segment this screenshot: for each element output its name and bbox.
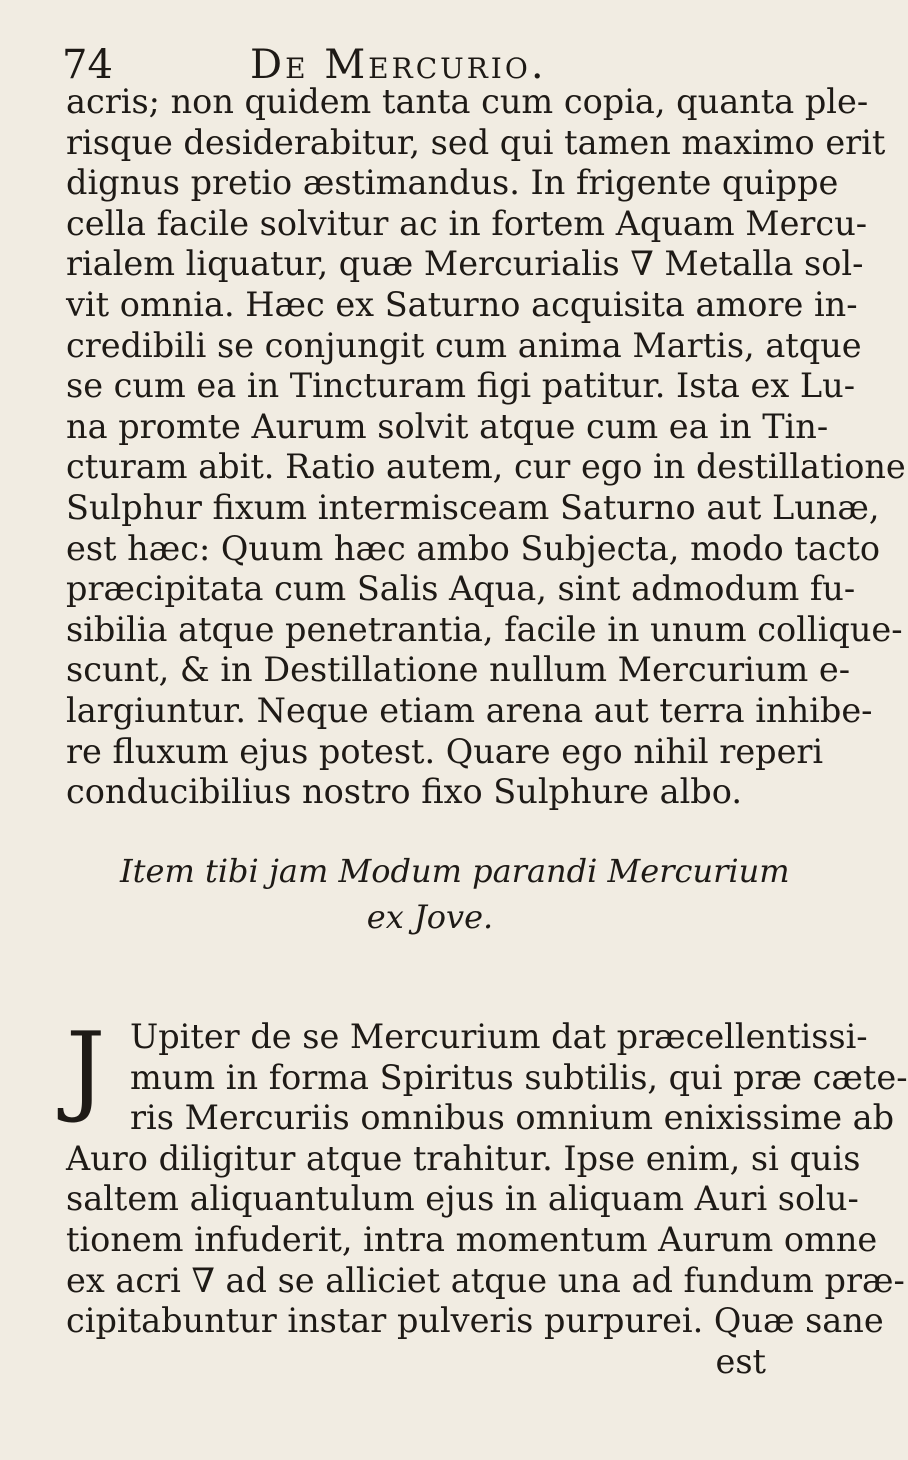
text-line: ex acri ∇ ad se alliciet atque una ad fundum præ- [66,1260,905,1300]
text-line: largiuntur. Neque etiam arena aut terra inhibe- [66,690,873,730]
text-line: Auro diligitur atque trahitur. Ipse enim, si quis [66,1138,861,1178]
text-line: credibili se conjungit cum anima Martis, atque [66,325,862,365]
heading-line: ex Jove. [366,898,494,936]
text-line: ris Mercuriis omnibus omnium enixissime ab [130,1098,895,1138]
heading-line: Item tibi jam Modum parandi Mercurium [120,852,790,890]
text-line: re fluxum ejus potest. Quare ego nihil reperi [66,731,824,771]
text-line: vit omnia. Hæc ex Saturno acquisita amore in- [66,284,858,324]
text-line: cturam abit. Ratio autem, cur ego in destillatione [66,447,906,487]
text-line: conducibilius nostro fixo Sulphure albo. [66,772,742,812]
paragraph-1 [66,82,906,813]
text-line: mum in forma Spiritus subtilis, qui præ cæte- [130,1057,908,1097]
text-line: scunt, & in Destillatione nullum Mercurium e- [66,650,851,690]
text-line: est hæc: Quum hæc ambo Subjecta, modo tacto [66,528,881,568]
paragraph-2 [66,1012,908,1382]
page-number: 74 [62,42,113,88]
text-line: sibilia atque penetrantia, facile in unum collique- [66,609,903,649]
text-line: præcipitata cum Salis Aqua, sint admodum fu- [66,569,856,609]
section-heading [120,848,790,940]
text-line: rialem liquatur, quæ Mercurialis ∇ Metalla sol- [66,244,864,284]
text-line: se cum ea in Tincturam figi patitur. Ista ex Lu- [66,366,856,406]
running-head: De Mercurio. [250,42,547,88]
text-line: tionem infuderit, intra momentum Aurum omne [66,1219,878,1259]
text-line: cipitabuntur instar pulveris purpurei. Quæ sane [66,1301,884,1341]
text-line: Sulphur fixum intermisceam Saturno aut Lunæ, [66,487,880,527]
catchword: est [715,1341,766,1381]
text-line: risque desiderabitur, sed qui tamen maximo erit [66,122,886,162]
text-line: saltem aliquantulum ejus in aliquam Auri solu- [66,1179,859,1219]
drop-cap: J [66,1012,106,1126]
text-line: dignus pretio æstimandus. In frigente quippe [66,163,839,203]
text-line: acris; non quidem tanta cum copia, quanta ple- [66,82,869,121]
text-line: cella facile solvitur ac in fortem Aquam Mercu- [66,203,868,243]
text-line: Upiter de se Mercurium dat præcellentissi- [130,1017,868,1056]
text-line: na promte Aurum solvit atque cum ea in Tin- [66,406,829,446]
